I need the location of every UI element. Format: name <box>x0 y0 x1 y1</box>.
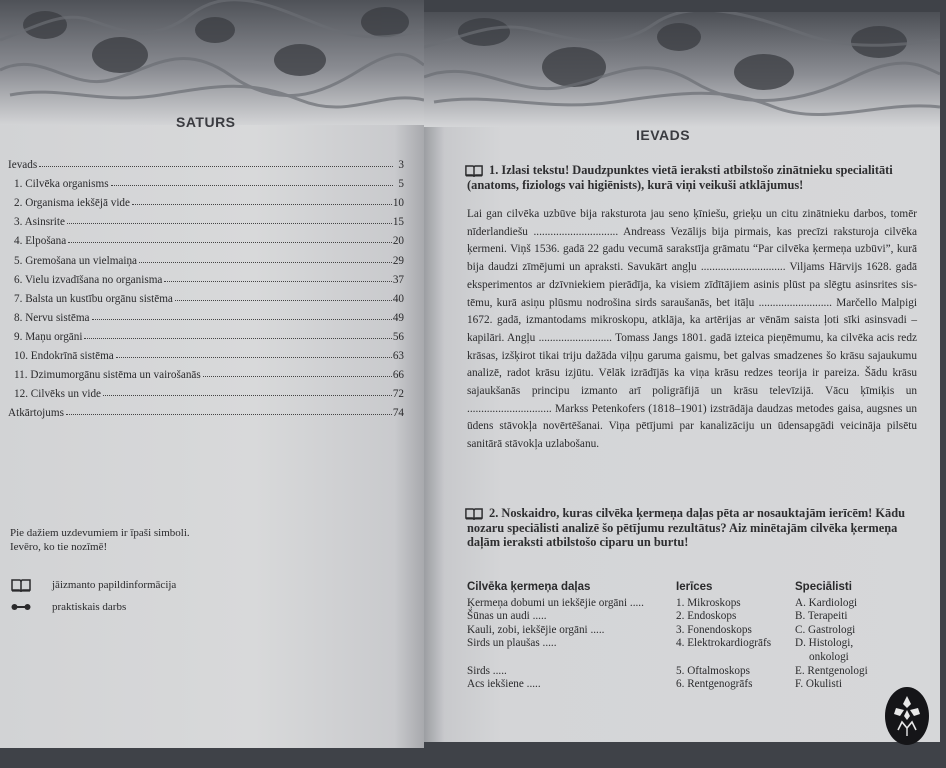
toc-entry[interactable] <box>8 362 404 381</box>
toc-title: Atkārtojums <box>8 407 64 420</box>
toc-page-number: 20 <box>392 235 404 248</box>
task2-title: 2. Noskaidro, kuras cilvēka ķermeņa daļas pēta ar nosauktajām ierīcēm! Kādu nozaru speciālisti analizē šo pētījumu rezultātus? Aiz minētajām cilvēka ķermeņa daļām ieraksti atbilstošo ciparu un burtu! <box>467 506 906 549</box>
spacer <box>467 651 667 665</box>
task1-paragraph: Lai gan cilvēka uzbūve bija raksturota jau seno ķīniešu, grieķu un citu zinātnieku darbos, tomēr nīderlandiešu .............................. Andreass Vezālijs bija pirmais, kas precīzi raksturoja cilvēka ķermeni. Viņš 1536. gadā 22 gadu vecumā sarakstīja grāmatu “Par cilvēka ķermeņa uzbūvi”, kurā bija daudzi zīmējumi un apraksti. Savukārt angļu .............................. Viljams Hārvijs 1628. gadā eksperimentos ar dzīvniekiem pierādīja, ka visiem zīdītājiem asinis plūst pa slēgtu asinsrites sistēmu, kurā asiņu plūsmu nodrošina sirds saraušanās, bet itāļu .......................... Marčello Malpigi 1672. gadā, izmantodams mikroskopu, atklāja, ka artērijas ar vēnām saista ļoti sīki asinsvadi – kapilāri. Angļu .......................... Tomass Jangs 1801. gadā izteica pieņēmumu, ka cilvēka acis redz krāsas, izšķirot tikai triju dažāda viļņu garuma gaismu, bet galvas smadzenes šo krāsu sajaukumu analizē, radot krāsu izjūtu. Vēlāk izrādījās ka viņa krāsu redzes teorija ir pareiza. Šādu krāsu sajaukšanās principu izmanto arī poligrāfijā un krāsu televīzijā. Vācu ķīmiķis un .............................. Markss Petenkofers (1818–1901) izstrādāja daudzas metodes gaisa, augsnes un ūdens stāvokļa novērtēšanai. Viņa pētījumi par kanalizāciju un ūdensapgādi veicināja pilsētu sanitārā stāvokļa uzlabošanu. <box>467 208 917 451</box>
specialist-item: B. Terapeiti <box>795 610 848 623</box>
toc-entry[interactable] <box>8 305 404 324</box>
toc-title: 10. Endokrīnā sistēma <box>14 350 114 363</box>
watermark-logo-icon <box>884 686 930 746</box>
toc-page-number: 74 <box>392 407 404 420</box>
toc-page-number: 10 <box>392 197 404 210</box>
toc-entry[interactable] <box>8 247 404 266</box>
toc-page-number: 29 <box>392 254 404 267</box>
device-item: 6. Rentgenogrāfs <box>676 678 753 691</box>
toc-entry[interactable] <box>8 381 404 400</box>
device-item: 5. Oftalmoskops <box>676 664 750 677</box>
right-page <box>424 12 940 742</box>
specialists-header: Speciālisti <box>795 581 852 593</box>
device-item: 1. Mikroskops <box>676 596 741 609</box>
table-surface <box>0 748 946 768</box>
toc-entry[interactable] <box>8 152 404 171</box>
toc-title: 1. Cilvēka organisms <box>14 178 109 191</box>
toc-page-number: 63 <box>392 350 404 363</box>
table-of-contents <box>8 152 404 419</box>
device-item: 2. Endoskops <box>676 610 737 623</box>
specialists-column <box>795 581 905 692</box>
left-page <box>0 0 424 756</box>
body-part-item[interactable]: Kauli, zobi, iekšējie orgāni ..... <box>467 623 605 636</box>
specialist-item: F. Okulisti <box>795 678 842 691</box>
specialist-item: D. Histologi, <box>795 637 854 650</box>
toc-entry[interactable] <box>8 228 404 247</box>
legend-item-book <box>10 578 176 592</box>
task1-title: 1. Izlasi tekstu! Daudzpunktes vietā ieraksti atbilstošo zinātnieku specialitāti (anatoms, fiziologs vai higiēnists), kurā viņi veikuši atklājumus! <box>467 163 893 192</box>
toc-entry[interactable] <box>8 400 404 419</box>
body-parts-column <box>467 581 667 692</box>
toc-page-number: 56 <box>392 330 404 343</box>
body-parts-header: Cilvēka ķermeņa daļas <box>467 581 591 593</box>
toc-page-number: 72 <box>392 388 404 401</box>
body-part-item[interactable]: Šūnas un audi ..... <box>467 610 547 623</box>
symbols-note <box>10 526 210 554</box>
toc-entry[interactable] <box>8 209 404 228</box>
toc-title: 12. Cilvēks un vide <box>14 388 102 401</box>
legend-label: praktiskais darbs <box>52 601 127 613</box>
task1-text <box>467 206 917 454</box>
specialist-item: onkologi <box>809 650 849 663</box>
toc-title: 2. Organisma iekšējā vide <box>14 197 130 210</box>
symbols-note-line: Ievēro, ko tie nozīmē! <box>10 541 108 553</box>
book-icon <box>465 164 483 181</box>
task2-heading <box>467 506 917 550</box>
practical-work-icon <box>10 602 32 612</box>
device-item: 4. Elektrokardiogrāfs <box>676 637 772 650</box>
specialist-item: C. Gastrologi <box>795 623 856 636</box>
specialist-item: A. Kardiologi <box>795 596 858 609</box>
intro-heading: IEVADS <box>636 127 691 143</box>
devices-column <box>676 581 791 692</box>
toc-page-number: 66 <box>392 369 404 382</box>
body-part-item[interactable]: Ķermeņa dobumi un iekšējie orgāni ..... <box>467 596 644 609</box>
toc-entry[interactable] <box>8 343 404 362</box>
book-icon <box>10 578 32 592</box>
devices-header: Ierīces <box>676 581 713 593</box>
symbols-note-line: Pie dažiem uzdevumiem ir īpaši simboli. <box>10 527 190 539</box>
device-item: 3. Fonendoskops <box>676 623 752 636</box>
toc-page-number: 3 <box>398 159 404 172</box>
toc-page-number: 5 <box>398 178 404 191</box>
body-part-item[interactable]: Sirds ..... <box>467 664 507 677</box>
toc-entry[interactable] <box>8 267 404 286</box>
toc-heading: SATURS <box>176 114 236 130</box>
body-part-item[interactable]: Sirds un plaušas ..... <box>467 637 557 650</box>
spacer <box>676 651 791 665</box>
toc-entry[interactable] <box>8 190 404 209</box>
toc-entry[interactable] <box>8 286 404 305</box>
toc-title: 11. Dzimumorgānu sistēma un vairošanās <box>14 369 201 382</box>
toc-entry[interactable] <box>8 171 404 190</box>
toc-entry[interactable] <box>8 324 404 343</box>
body-part-item[interactable]: Acs iekšiene ..... <box>467 678 541 691</box>
toc-title: Ievads <box>8 159 38 172</box>
toc-title: 5. Gremošana un vielmaiņa <box>14 254 138 267</box>
legend-item-practical <box>10 601 126 613</box>
toc-title: 8. Nervu sistēma <box>14 311 90 324</box>
toc-title: 4. Elpošana <box>14 235 67 248</box>
task1-heading <box>467 163 917 192</box>
toc-title: 3. Asinsrite <box>14 216 65 229</box>
book-icon <box>465 507 483 524</box>
toc-page-number: 49 <box>392 311 404 324</box>
toc-title: 6. Vielu izvadīšana no organisma <box>14 273 163 286</box>
cell-image-banner-left <box>0 0 424 125</box>
toc-title: 9. Maņu orgāni <box>14 330 83 343</box>
cell-image-banner-right <box>424 12 940 127</box>
specialist-item: E. Rentgenologi <box>795 664 868 677</box>
toc-page-number: 37 <box>392 273 404 286</box>
toc-page-number: 40 <box>392 292 404 305</box>
toc-title: 7. Balsta un kustību orgānu sistēma <box>14 292 173 305</box>
toc-page-number: 15 <box>392 216 404 229</box>
legend-label: jāizmanto papildinformācija <box>52 579 177 591</box>
